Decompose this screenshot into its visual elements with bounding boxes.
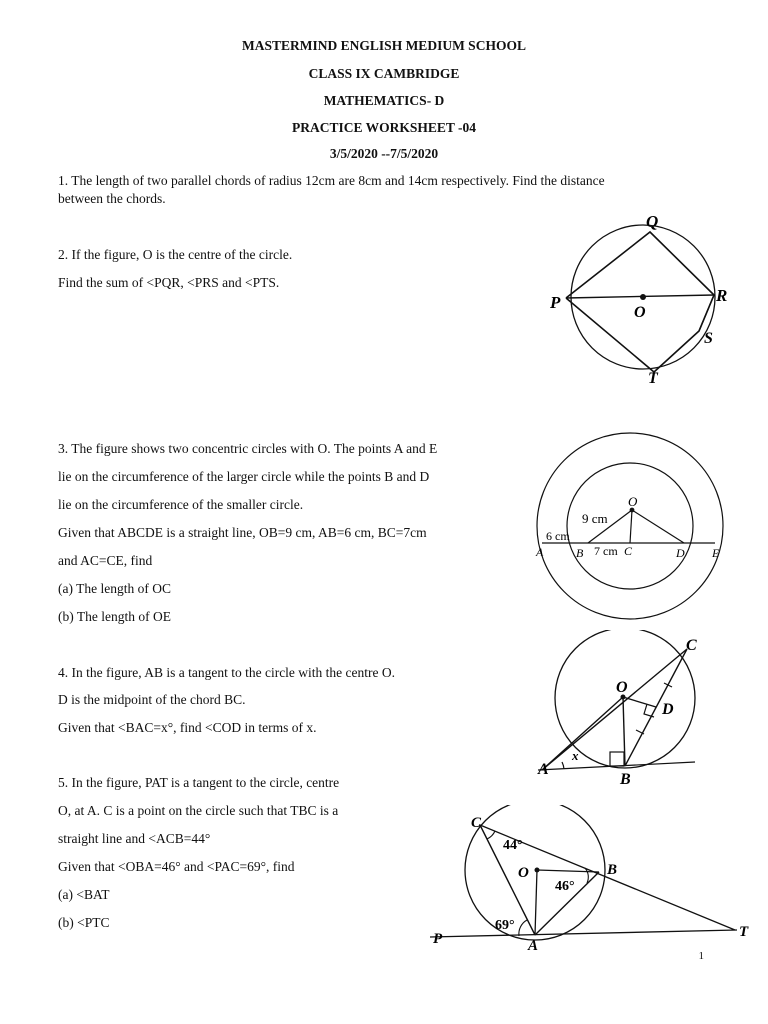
q3-line5: and AC=CE, find [58, 553, 153, 568]
q1-line1: 1. The length of two parallel chords of radius 12cm are 8cm and 14cm respectively. Find the distance [58, 173, 605, 188]
q4-label-b: B [620, 771, 631, 788]
q5-line3: straight line and <ACB=44° [58, 831, 211, 846]
school-name: MASTERMIND ENGLISH MEDIUM SCHOOL [242, 38, 526, 53]
q5-figure [425, 805, 760, 955]
q3-label-a: A [536, 545, 544, 559]
q3-label-c: C [624, 544, 633, 558]
q5-label-b: B [607, 862, 618, 878]
q1-line2: between the chords. [58, 191, 166, 206]
q2-label-o: O [634, 304, 646, 321]
subject-title: MATHEMATICS- D [323, 93, 445, 108]
q2-figure [540, 205, 740, 395]
q2-label-q: Q [646, 212, 659, 231]
q5-line4: Given that <OBA=46° and <PAC=69°, find [58, 859, 295, 874]
q4-label-x: x [572, 748, 579, 763]
q3-line2: lie on the circumference of the larger circle while the points B and D [58, 469, 430, 484]
worksheet-dates: 3/5/2020 --7/5/2020 [329, 146, 439, 161]
q5-label-o: O [518, 865, 529, 881]
q3-label-ab: 6 cm [546, 529, 570, 543]
q5-line1: 5. In the figure, PAT is a tangent to the circle, centre [58, 775, 340, 790]
page-number: 1 [698, 950, 704, 962]
q3-label-d: D [676, 546, 685, 560]
q2-label-t: T [648, 370, 658, 387]
q3-line4: Given that ABCDE is a straight line, OB=9 cm, AB=6 cm, BC=7cm [58, 525, 427, 540]
q3-label-ob: 9 cm [582, 511, 608, 526]
q4-label-o: O [616, 679, 628, 696]
q3-line1: 3. The figure shows two concentric circles with O. The points A and E [58, 441, 438, 456]
class-title: CLASS IX CAMBRIDGE [308, 66, 460, 81]
q3-label-e: E [712, 546, 720, 560]
q4-figure [530, 630, 705, 795]
q3-line3: lie on the circumference of the smaller circle. [58, 497, 304, 512]
q3-part-a: (a) The length of OC [58, 581, 171, 596]
q3-label-b: B [576, 546, 584, 560]
q2-line2: Find the sum of <PQR, <PRS and <PTS. [58, 275, 280, 290]
q4-label-d: D [662, 701, 674, 718]
q4-label-a: A [538, 761, 549, 778]
q4-line1: 4. In the figure, AB is a tangent to the circle with the centre O. [58, 665, 396, 680]
q3-figure [530, 420, 735, 635]
q5-label-44: 44° [503, 838, 523, 853]
q5-label-p: P [433, 931, 443, 947]
q2-label-s: S [704, 330, 713, 347]
q5-part-b: (b) <PTC [58, 915, 110, 930]
q5-label-t: T [739, 924, 749, 940]
q3-part-b: (b) The length of OE [58, 609, 171, 624]
q2-label-r: R [716, 286, 728, 305]
q5-label-a: A [528, 938, 539, 954]
worksheet-title: PRACTICE WORKSHEET -04 [291, 120, 477, 135]
q4-line2: D is the midpoint of the chord BC. [58, 692, 246, 707]
q5-label-c: C [471, 815, 482, 831]
q4-label-c: C [686, 637, 697, 654]
q2-label-p: P [550, 293, 561, 312]
q3-label-bc: 7 cm [594, 544, 618, 558]
q2-line1: 2. If the figure, O is the centre of the circle. [58, 247, 293, 262]
q3-label-o: O [628, 494, 638, 509]
q4-line3: Given that <BAC=x°, find <COD in terms of x. [58, 720, 317, 735]
q5-label-69: 69° [495, 918, 515, 933]
q5-part-a: (a) <BAT [58, 887, 110, 902]
q5-line2: O, at A. C is a point on the circle such that TBC is a [58, 803, 339, 818]
q5-label-46: 46° [555, 879, 575, 894]
